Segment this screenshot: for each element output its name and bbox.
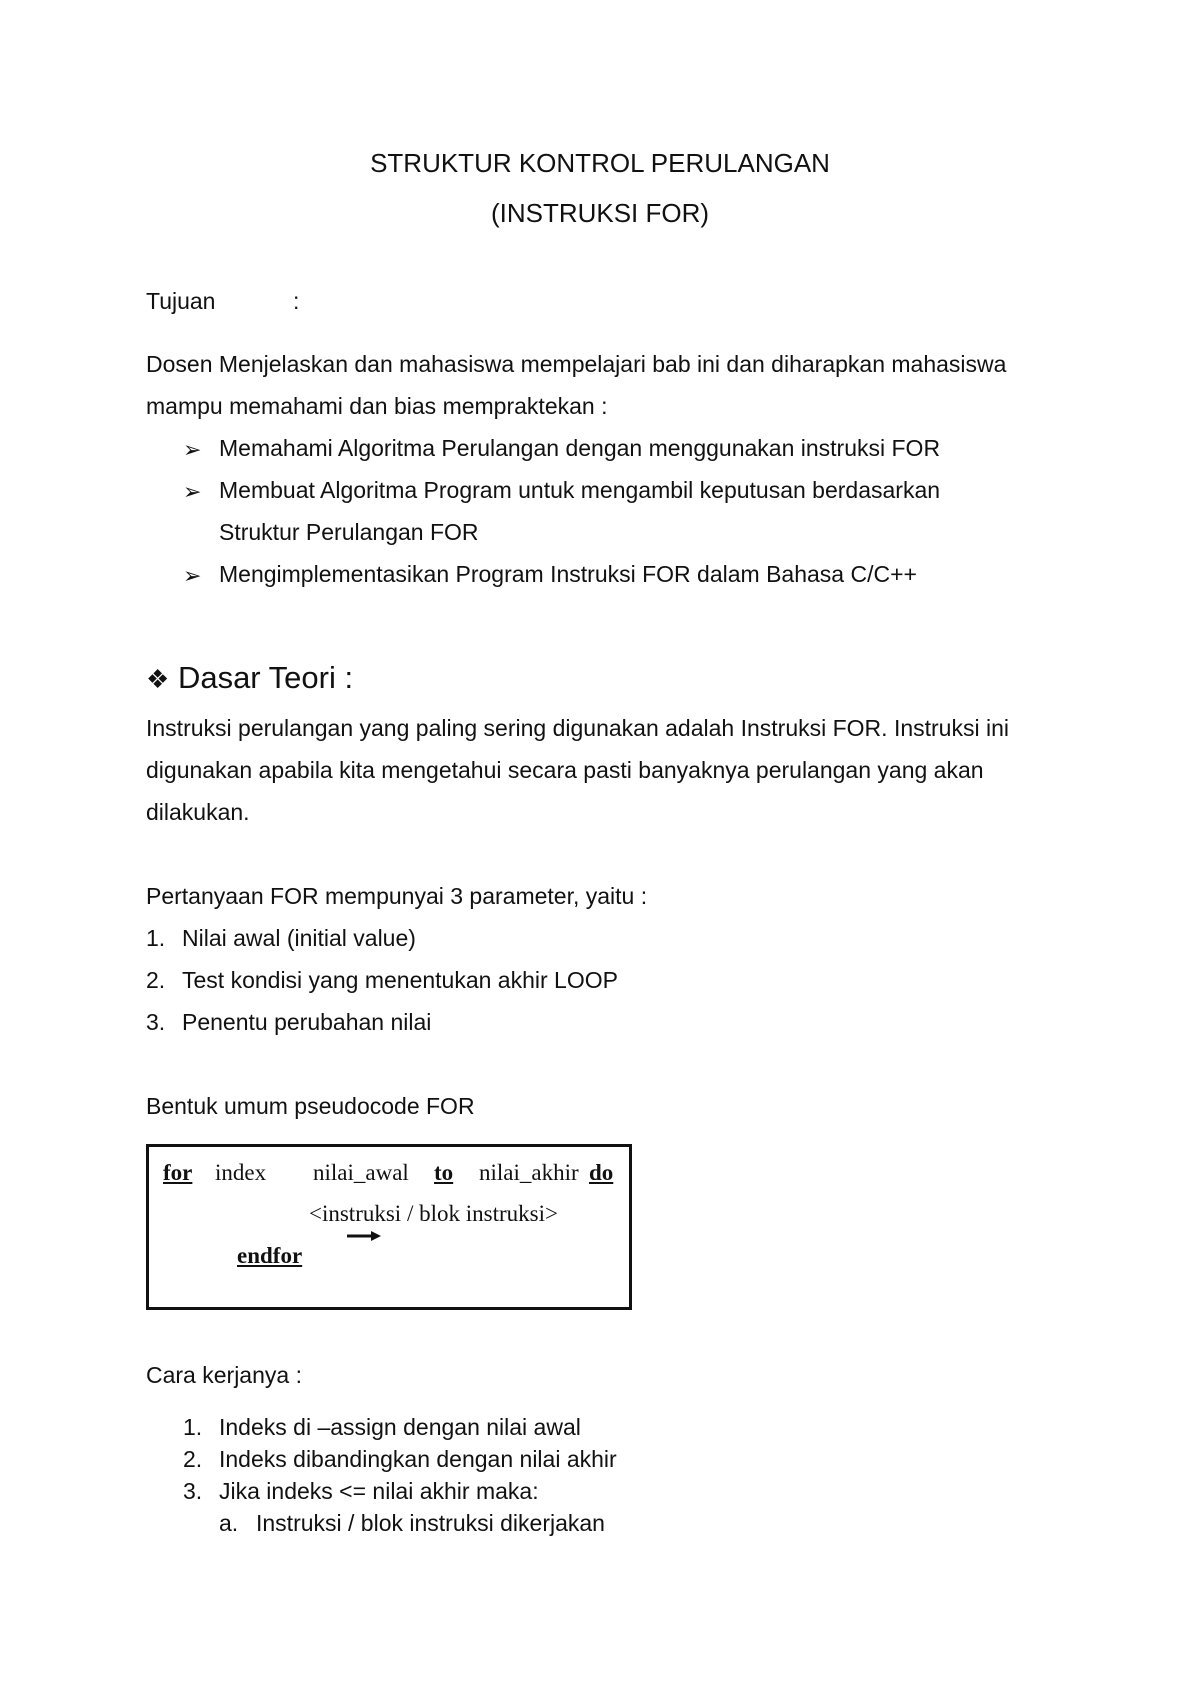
keyword-to: to [434,1160,454,1185]
theory-line-2: digunakan apabila kita mengetahui secara pasti banyaknya perulangan yang akan [146,757,984,783]
code-nilai-akhir: nilai_akhir [479,1160,579,1185]
section-heading [146,662,353,693]
list-item: Nilai awal (initial value) [182,925,416,951]
pseudocode-intro: Bentuk umum pseudocode FOR [146,1093,475,1119]
arrow-bullet-icon: ➢ [183,437,202,462]
list-number: 3. [183,1478,203,1504]
diamond-bullet-icon: ❖ [146,664,170,694]
intro-line-1: Dosen Menjelaskan dan mahasiswa mempelajari bab ini dan diharapkan mahasiswa [146,351,1007,377]
theory-line-1: Instruksi perulangan yang paling sering digunakan adalah Instruksi FOR. Instruksi ini [146,715,1009,741]
list-number: 3. [146,1009,166,1035]
keyword-for: for [163,1160,193,1185]
list-number: 2. [183,1446,203,1472]
theory-line-3: dilakukan. [146,799,250,825]
list-item: Penentu perubahan nilai [182,1009,432,1035]
right-arrow-icon [347,1231,381,1241]
sub-list-item: Instruksi / blok instruksi dikerjakan [256,1510,605,1536]
objective-item-continuation: Struktur Perulangan FOR [219,519,479,545]
tujuan-colon: : [293,288,300,314]
pseudocode-box [146,1144,632,1310]
list-item: Test kondisi yang menentukan akhir LOOP [182,967,618,993]
list-item: Indeks di –assign dengan nilai awal [219,1414,581,1440]
keyword-endfor: endfor [237,1243,303,1268]
page-title: STRUKTUR KONTROL PERULANGAN [370,148,830,178]
list-item: Indeks dibandingkan dengan nilai akhir [219,1446,617,1472]
page-subtitle: (INSTRUKSI FOR) [490,198,710,228]
section-heading-text: Dasar Teori : [177,660,354,695]
objective-item: Membuat Algoritma Program untuk mengambil keputusan berdasarkan [219,477,941,503]
tujuan-label: Tujuan [146,288,216,314]
code-body: <instruksi / blok instruksi> [309,1201,558,1226]
code-index: index [215,1160,267,1185]
objective-item: Mengimplementasikan Program Instruksi FOR dalam Bahasa C/C++ [219,561,917,587]
params-intro: Pertanyaan FOR mempunyai 3 parameter, yaitu : [146,883,648,909]
list-number: 1. [146,925,166,951]
list-number: 2. [146,967,166,993]
sub-list-letter: a. [219,1510,239,1536]
keyword-do: do [589,1160,614,1185]
cara-intro: Cara kerjanya : [146,1362,302,1388]
code-nilai-awal: nilai_awal [313,1160,409,1185]
arrow-bullet-icon: ➢ [183,479,202,504]
arrow-bullet-icon: ➢ [183,563,202,588]
objective-item: Memahami Algoritma Perulangan dengan menggunakan instruksi FOR [219,435,941,461]
intro-line-2: mampu memahami dan bias mempraktekan : [146,393,608,419]
list-number: 1. [183,1414,203,1440]
list-item: Jika indeks <= nilai akhir maka: [219,1478,539,1504]
